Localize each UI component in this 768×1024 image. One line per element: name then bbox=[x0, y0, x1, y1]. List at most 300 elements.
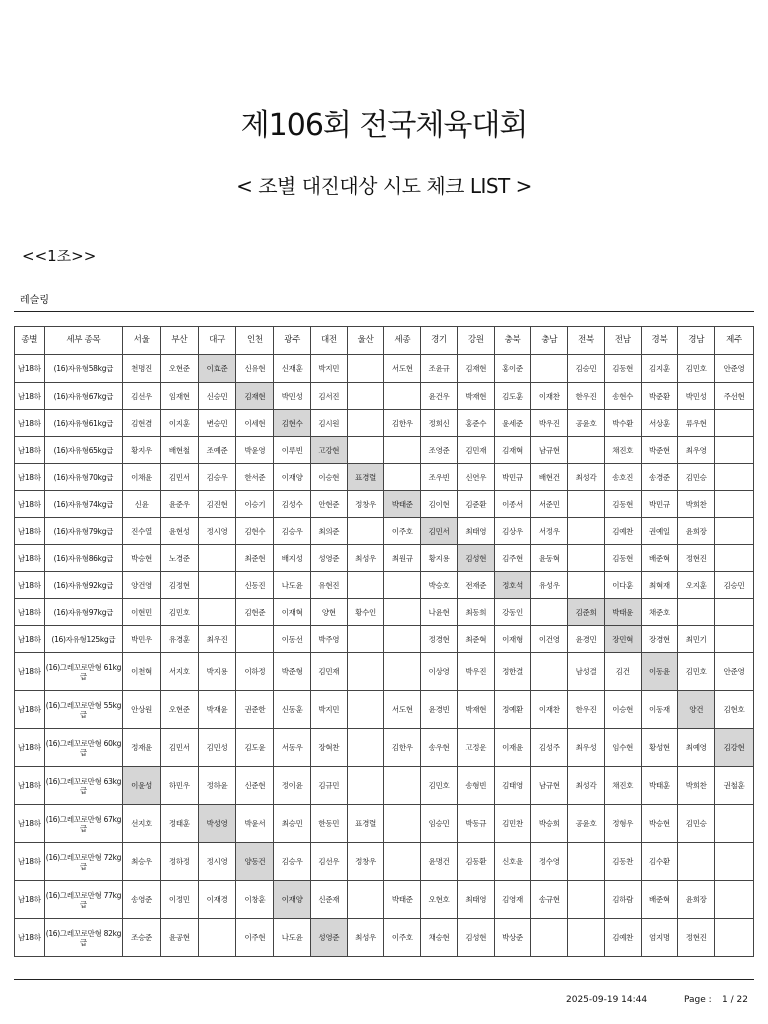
athlete-cell: 이승기 bbox=[236, 491, 274, 518]
athlete-cell: 이재형 bbox=[494, 626, 531, 653]
athlete-cell bbox=[198, 919, 236, 957]
athlete-cell: 김규민 bbox=[310, 767, 347, 805]
athlete-cell: 박희찬 bbox=[678, 767, 715, 805]
athlete-cell: 윤공현 bbox=[160, 919, 198, 957]
event-cell: (16)그레꼬로만형 67kg급 bbox=[44, 805, 123, 843]
athlete-cell: 안준영 bbox=[715, 653, 754, 691]
athlete-cell: 박승호 bbox=[421, 572, 458, 599]
athlete-cell: 배지성 bbox=[274, 545, 311, 572]
athlete-cell bbox=[715, 919, 754, 957]
athlete-cell bbox=[236, 626, 274, 653]
athlete-cell: 박재윤 bbox=[198, 691, 236, 729]
athlete-cell: 이주호 bbox=[384, 919, 421, 957]
athlete-cell: 박태준 bbox=[384, 881, 421, 919]
athlete-cell: 김재현 bbox=[236, 383, 274, 410]
athlete-cell: 송호진 bbox=[604, 464, 641, 491]
athlete-cell: 김도훈 bbox=[494, 383, 531, 410]
athlete-cell bbox=[568, 881, 605, 919]
athlete-cell: 조영준 bbox=[421, 437, 458, 464]
athlete-cell bbox=[198, 599, 236, 626]
athlete-cell: 오현준 bbox=[160, 355, 198, 383]
athlete-cell: 김한우 bbox=[384, 729, 421, 767]
athlete-cell: 정하윤 bbox=[198, 767, 236, 805]
athlete-cell: 오현준 bbox=[160, 691, 198, 729]
event-cell: (16)자유형67kg급 bbox=[44, 383, 123, 410]
athlete-cell: 최성각 bbox=[568, 767, 605, 805]
athlete-cell: 정하정 bbox=[160, 843, 198, 881]
athlete-cell: 신승민 bbox=[198, 383, 236, 410]
athlete-cell: 이정민 bbox=[160, 881, 198, 919]
athlete-cell bbox=[715, 464, 754, 491]
athlete-cell bbox=[715, 545, 754, 572]
athlete-cell: 이창훈 bbox=[236, 881, 274, 919]
athlete-cell bbox=[568, 572, 605, 599]
athlete-cell: 김예찬 bbox=[604, 518, 641, 545]
athlete-cell: 김수환 bbox=[641, 843, 678, 881]
athlete-cell: 윤경민 bbox=[568, 626, 605, 653]
athlete-cell: 윤건우 bbox=[421, 383, 458, 410]
athlete-cell: 나도윤 bbox=[274, 919, 311, 957]
athlete-cell: 채준호 bbox=[641, 599, 678, 626]
athlete-cell: 채진호 bbox=[604, 767, 641, 805]
athlete-cell: 이루빈 bbox=[274, 437, 311, 464]
athlete-cell bbox=[384, 843, 421, 881]
athlete-cell bbox=[531, 919, 568, 957]
page-subtitle: < 조별 대진대상 시도 체크 LIST > bbox=[236, 174, 532, 198]
event-cell: (16)그레꼬로만형 82kg급 bbox=[44, 919, 123, 957]
division-cell: 남18하 bbox=[15, 491, 45, 518]
athlete-cell: 김민찬 bbox=[494, 805, 531, 843]
athlete-cell bbox=[384, 599, 421, 626]
athlete-cell: 정시영 bbox=[198, 518, 236, 545]
athlete-cell: 송형빈 bbox=[457, 767, 494, 805]
athlete-cell: 김민서 bbox=[421, 518, 458, 545]
column-header: 대전 bbox=[310, 327, 347, 355]
athlete-cell: 이건영 bbox=[531, 626, 568, 653]
athlete-cell: 박태훈 bbox=[641, 767, 678, 805]
athlete-cell bbox=[347, 691, 384, 729]
athlete-cell: 김현수 bbox=[274, 410, 311, 437]
athlete-cell: 서정우 bbox=[531, 518, 568, 545]
athlete-cell: 박민규 bbox=[641, 491, 678, 518]
event-cell: (16)자유형61kg급 bbox=[44, 410, 123, 437]
athlete-cell bbox=[568, 919, 605, 957]
athlete-cell: 최원규 bbox=[384, 545, 421, 572]
athlete-cell bbox=[384, 805, 421, 843]
event-cell: (16)자유형70kg급 bbox=[44, 464, 123, 491]
athlete-cell bbox=[715, 881, 754, 919]
athlete-cell: 안상원 bbox=[123, 691, 161, 729]
athlete-cell: 김민서 bbox=[160, 464, 198, 491]
column-header: 부산 bbox=[160, 327, 198, 355]
division-cell: 남18하 bbox=[15, 919, 45, 957]
column-header: 종별 bbox=[15, 327, 45, 355]
athlete-cell: 최준현 bbox=[236, 545, 274, 572]
event-cell: (16)자유형125kg급 bbox=[44, 626, 123, 653]
athlete-cell: 이승현 bbox=[604, 691, 641, 729]
athlete-cell: 정현진 bbox=[678, 545, 715, 572]
event-cell: (16)그레꼬로만형 77kg급 bbox=[44, 881, 123, 919]
athlete-cell: 김승민 bbox=[568, 355, 605, 383]
athlete-cell bbox=[678, 599, 715, 626]
athlete-cell: 이채윤 bbox=[123, 464, 161, 491]
athlete-cell: 윤세준 bbox=[494, 410, 531, 437]
athlete-cell: 김성주 bbox=[531, 729, 568, 767]
athlete-cell: 남규현 bbox=[531, 767, 568, 805]
athlete-cell: 이승현 bbox=[310, 464, 347, 491]
athlete-cell: 신동진 bbox=[236, 572, 274, 599]
athlete-cell bbox=[384, 626, 421, 653]
athlete-cell: 김동환 bbox=[457, 843, 494, 881]
table-row bbox=[15, 464, 754, 491]
athlete-cell bbox=[715, 599, 754, 626]
division-cell: 남18하 bbox=[15, 653, 45, 691]
athlete-cell bbox=[568, 437, 605, 464]
event-cell: (16)자유형92kg급 bbox=[44, 572, 123, 599]
table-row bbox=[15, 805, 754, 843]
athlete-cell bbox=[347, 729, 384, 767]
athlete-cell: 박준현 bbox=[641, 437, 678, 464]
athlete-cell: 이재양 bbox=[274, 464, 311, 491]
athlete-cell: 김진현 bbox=[198, 491, 236, 518]
athlete-cell: 박수환 bbox=[604, 410, 641, 437]
athlete-cell: 장경현 bbox=[641, 626, 678, 653]
table-row bbox=[15, 626, 754, 653]
athlete-cell: 박희찬 bbox=[678, 491, 715, 518]
athlete-cell: 양건 bbox=[678, 691, 715, 729]
athlete-cell: 정한결 bbox=[494, 653, 531, 691]
athlete-cell: 최우영 bbox=[678, 437, 715, 464]
athlete-cell: 박우진 bbox=[531, 410, 568, 437]
athlete-cell bbox=[347, 767, 384, 805]
athlete-cell: 남규현 bbox=[531, 437, 568, 464]
athlete-cell: 신유현 bbox=[236, 355, 274, 383]
athlete-cell: 이주현 bbox=[236, 919, 274, 957]
athlete-cell: 신준재 bbox=[310, 881, 347, 919]
athlete-cell: 김성수 bbox=[274, 491, 311, 518]
athlete-cell bbox=[347, 383, 384, 410]
athlete-cell: 정태훈 bbox=[160, 805, 198, 843]
athlete-cell: 이재양 bbox=[274, 881, 311, 919]
athlete-cell: 조예준 bbox=[198, 437, 236, 464]
athlete-cell: 채진호 bbox=[604, 437, 641, 464]
athlete-cell: 변승민 bbox=[198, 410, 236, 437]
event-cell: (16)그레꼬로만형 60kg급 bbox=[44, 729, 123, 767]
table-row bbox=[15, 843, 754, 881]
division-cell: 남18하 bbox=[15, 464, 45, 491]
athlete-cell: 장혁찬 bbox=[310, 729, 347, 767]
athlete-cell: 윤경빈 bbox=[421, 691, 458, 729]
athlete-cell: 박준형 bbox=[274, 653, 311, 691]
athlete-cell: 정형우 bbox=[604, 805, 641, 843]
athlete-cell: 남성결 bbox=[568, 653, 605, 691]
column-header: 광주 bbox=[274, 327, 311, 355]
athlete-cell: 정경현 bbox=[421, 626, 458, 653]
athlete-cell bbox=[347, 572, 384, 599]
athlete-cell: 이지훈 bbox=[160, 410, 198, 437]
athlete-cell bbox=[347, 355, 384, 383]
athlete-cell bbox=[531, 653, 568, 691]
athlete-cell bbox=[568, 518, 605, 545]
athlete-cell: 김이현 bbox=[421, 491, 458, 518]
division-cell: 남18하 bbox=[15, 355, 45, 383]
athlete-cell: 박승현 bbox=[641, 805, 678, 843]
athlete-cell: 신연우 bbox=[457, 464, 494, 491]
athlete-cell: 하민우 bbox=[160, 767, 198, 805]
athlete-cell: 김준환 bbox=[457, 491, 494, 518]
athlete-cell: 송현수 bbox=[604, 383, 641, 410]
athlete-cell: 김선우 bbox=[123, 383, 161, 410]
athlete-cell bbox=[715, 437, 754, 464]
athlete-cell bbox=[715, 410, 754, 437]
athlete-cell: 임수현 bbox=[604, 729, 641, 767]
athlete-cell bbox=[531, 355, 568, 383]
athlete-cell: 김태영 bbox=[494, 767, 531, 805]
athlete-cell: 서동우 bbox=[274, 729, 311, 767]
division-cell: 남18하 bbox=[15, 599, 45, 626]
athlete-cell: 고강현 bbox=[310, 437, 347, 464]
athlete-cell bbox=[384, 572, 421, 599]
column-header: 충북 bbox=[494, 327, 531, 355]
athlete-cell: 김영재 bbox=[494, 881, 531, 919]
athlete-cell: 박승희 bbox=[531, 805, 568, 843]
athlete-cell: 이천혁 bbox=[123, 653, 161, 691]
athlete-cell bbox=[347, 881, 384, 919]
athlete-cell: 박성영 bbox=[198, 805, 236, 843]
athlete-cell: 윤명건 bbox=[421, 843, 458, 881]
athlete-cell: 유성우 bbox=[531, 572, 568, 599]
athlete-cell: 송규현 bbox=[531, 881, 568, 919]
table-body bbox=[15, 355, 754, 957]
athlete-cell: 김민승 bbox=[678, 805, 715, 843]
athlete-cell: 성영준 bbox=[310, 919, 347, 957]
athlete-cell: 박윤영 bbox=[236, 437, 274, 464]
athlete-cell: 한우진 bbox=[568, 383, 605, 410]
athlete-cell: 성영준 bbox=[310, 545, 347, 572]
athlete-cell: 김동찬 bbox=[604, 843, 641, 881]
athlete-cell: 배준혁 bbox=[641, 545, 678, 572]
footer-divider bbox=[14, 979, 754, 980]
athlete-cell: 황지용 bbox=[421, 545, 458, 572]
athlete-cell: 최우성 bbox=[568, 729, 605, 767]
athlete-cell bbox=[198, 572, 236, 599]
athlete-cell: 박지민 bbox=[310, 355, 347, 383]
athlete-cell bbox=[347, 653, 384, 691]
athlete-cell bbox=[568, 843, 605, 881]
division-cell: 남18하 bbox=[15, 518, 45, 545]
athlete-cell: 양건영 bbox=[123, 572, 161, 599]
athlete-cell: 김주현 bbox=[494, 545, 531, 572]
athlete-cell bbox=[531, 599, 568, 626]
column-header: 울산 bbox=[347, 327, 384, 355]
athlete-cell: 김준희 bbox=[568, 599, 605, 626]
athlete-cell: 송경준 bbox=[641, 464, 678, 491]
athlete-cell bbox=[568, 545, 605, 572]
table-row bbox=[15, 545, 754, 572]
athlete-cell: 신호윤 bbox=[494, 843, 531, 881]
footer-page-label: Page : bbox=[684, 995, 712, 1005]
athlete-cell: 안현준 bbox=[310, 491, 347, 518]
group-label: <<1조>> bbox=[22, 247, 97, 265]
athlete-cell bbox=[715, 518, 754, 545]
event-cell: (16)그레꼬로만형 55kg급 bbox=[44, 691, 123, 729]
athlete-cell: 윤현성 bbox=[160, 518, 198, 545]
athlete-cell: 이다훈 bbox=[604, 572, 641, 599]
athlete-cell: 이재경 bbox=[198, 881, 236, 919]
athlete-cell bbox=[568, 491, 605, 518]
division-cell: 남18하 bbox=[15, 572, 45, 599]
table-row bbox=[15, 599, 754, 626]
athlete-cell: 신준현 bbox=[236, 767, 274, 805]
column-header: 경기 bbox=[421, 327, 458, 355]
athlete-cell: 고정운 bbox=[457, 729, 494, 767]
athlete-cell: 윤동혁 bbox=[531, 545, 568, 572]
athlete-cell: 최성각 bbox=[568, 464, 605, 491]
athlete-cell: 김서진 bbox=[310, 383, 347, 410]
athlete-cell: 김동현 bbox=[604, 545, 641, 572]
athlete-cell: 최성우 bbox=[347, 545, 384, 572]
athlete-cell: 박준환 bbox=[641, 383, 678, 410]
athlete-cell: 주선현 bbox=[715, 383, 754, 410]
athlete-cell: 윤희장 bbox=[678, 881, 715, 919]
sport-label: 레슬링 bbox=[20, 295, 49, 306]
athlete-cell: 조승준 bbox=[123, 919, 161, 957]
athlete-cell: 신재훈 bbox=[274, 355, 311, 383]
division-cell: 남18하 bbox=[15, 843, 45, 881]
athlete-cell bbox=[347, 518, 384, 545]
athlete-cell: 홍준수 bbox=[457, 410, 494, 437]
division-cell: 남18하 bbox=[15, 767, 45, 805]
athlete-cell: 최의준 bbox=[310, 518, 347, 545]
athlete-cell: 이효준 bbox=[198, 355, 236, 383]
athlete-cell: 박민우 bbox=[123, 626, 161, 653]
athlete-cell bbox=[384, 767, 421, 805]
athlete-cell: 김한우 bbox=[384, 410, 421, 437]
athlete-cell: 조우빈 bbox=[421, 464, 458, 491]
table-row bbox=[15, 437, 754, 464]
division-cell: 남18하 bbox=[15, 729, 45, 767]
athlete-cell: 김지훈 bbox=[641, 355, 678, 383]
athlete-cell: 박동규 bbox=[457, 805, 494, 843]
table-row bbox=[15, 691, 754, 729]
table-row bbox=[15, 653, 754, 691]
footer-timestamp: 2025-09-19 14:44 bbox=[566, 995, 648, 1005]
athlete-cell: 정예환 bbox=[494, 691, 531, 729]
column-header: 세부 종목 bbox=[44, 327, 123, 355]
table-row bbox=[15, 410, 754, 437]
athlete-cell: 권철훈 bbox=[715, 767, 754, 805]
athlete-cell: 노경준 bbox=[160, 545, 198, 572]
table-row bbox=[15, 572, 754, 599]
athlete-cell: 이세현 bbox=[236, 410, 274, 437]
athlete-cell: 박지민 bbox=[310, 691, 347, 729]
athlete-cell: 김민호 bbox=[421, 767, 458, 805]
table-row bbox=[15, 767, 754, 805]
athlete-cell: 정창우 bbox=[347, 843, 384, 881]
athlete-cell: 조윤규 bbox=[421, 355, 458, 383]
athlete-cell bbox=[384, 653, 421, 691]
table-header-row bbox=[15, 327, 754, 355]
athlete-cell: 김상우 bbox=[494, 518, 531, 545]
athlete-cell: 최태영 bbox=[457, 518, 494, 545]
athlete-cell: 서상훈 bbox=[641, 410, 678, 437]
athlete-cell: 김건 bbox=[604, 653, 641, 691]
athlete-cell: 정재윤 bbox=[123, 729, 161, 767]
athlete-cell bbox=[384, 464, 421, 491]
event-cell: (16)자유형58kg급 bbox=[44, 355, 123, 383]
athlete-cell: 송영준 bbox=[123, 881, 161, 919]
athlete-cell: 엄지명 bbox=[641, 919, 678, 957]
table-row bbox=[15, 355, 754, 383]
athlete-cell: 김승우 bbox=[274, 843, 311, 881]
athlete-cell: 전재준 bbox=[457, 572, 494, 599]
athlete-cell: 박주영 bbox=[310, 626, 347, 653]
athlete-cell: 김승민 bbox=[715, 572, 754, 599]
athlete-cell: 박민성 bbox=[274, 383, 311, 410]
event-cell: (16)자유형74kg급 bbox=[44, 491, 123, 518]
column-header: 전남 bbox=[604, 327, 641, 355]
athlete-cell: 홍이준 bbox=[494, 355, 531, 383]
athlete-cell: 김현준 bbox=[236, 599, 274, 626]
table-row bbox=[15, 729, 754, 767]
athlete-cell: 정현진 bbox=[678, 919, 715, 957]
athlete-cell: 김승우 bbox=[198, 464, 236, 491]
athlete-cell: 권준한 bbox=[236, 691, 274, 729]
athlete-cell: 채승현 bbox=[421, 919, 458, 957]
athlete-cell: 유경훈 bbox=[160, 626, 198, 653]
column-header: 서울 bbox=[123, 327, 161, 355]
athlete-cell: 김하람 bbox=[604, 881, 641, 919]
athlete-cell: 김정현 bbox=[160, 572, 198, 599]
division-cell: 남18하 bbox=[15, 410, 45, 437]
athlete-cell: 최성우 bbox=[347, 919, 384, 957]
athlete-cell: 유현진 bbox=[310, 572, 347, 599]
top-divider bbox=[14, 311, 754, 312]
athlete-cell: 김시원 bbox=[310, 410, 347, 437]
athlete-cell: 황지우 bbox=[123, 437, 161, 464]
athlete-cell: 최태영 bbox=[457, 881, 494, 919]
athlete-cell: 박민규 bbox=[494, 464, 531, 491]
athlete-cell: 이재윤 bbox=[494, 729, 531, 767]
athlete-cell: 이재찬 bbox=[531, 383, 568, 410]
athlete-cell: 신윤 bbox=[123, 491, 161, 518]
athlete-cell: 박상준 bbox=[494, 919, 531, 957]
column-header: 충남 bbox=[531, 327, 568, 355]
athlete-cell: 김현수 bbox=[236, 518, 274, 545]
athlete-cell: 김현호 bbox=[715, 691, 754, 729]
athlete-cell: 김강현 bbox=[715, 729, 754, 767]
athlete-cell: 김재혁 bbox=[494, 437, 531, 464]
athlete-cell bbox=[347, 410, 384, 437]
athlete-cell: 정시영 bbox=[198, 843, 236, 881]
athlete-cell: 박재현 bbox=[457, 383, 494, 410]
division-cell: 남18하 bbox=[15, 691, 45, 729]
athlete-cell: 최준혁 bbox=[457, 626, 494, 653]
event-cell: (16)그레꼬로만형 61kg급 bbox=[44, 653, 123, 691]
athlete-cell: 양현 bbox=[310, 599, 347, 626]
athlete-cell: 박윤서 bbox=[236, 805, 274, 843]
event-cell: (16)자유형86kg급 bbox=[44, 545, 123, 572]
athlete-cell bbox=[347, 437, 384, 464]
athlete-cell: 김도윤 bbox=[236, 729, 274, 767]
athlete-cell: 진수열 bbox=[123, 518, 161, 545]
column-header: 경남 bbox=[678, 327, 715, 355]
athlete-cell: 김민승 bbox=[678, 464, 715, 491]
athlete-cell: 임재현 bbox=[160, 383, 198, 410]
athlete-cell: 나윤현 bbox=[421, 599, 458, 626]
athlete-cell: 서도현 bbox=[384, 691, 421, 729]
athlete-cell: 김민성 bbox=[198, 729, 236, 767]
